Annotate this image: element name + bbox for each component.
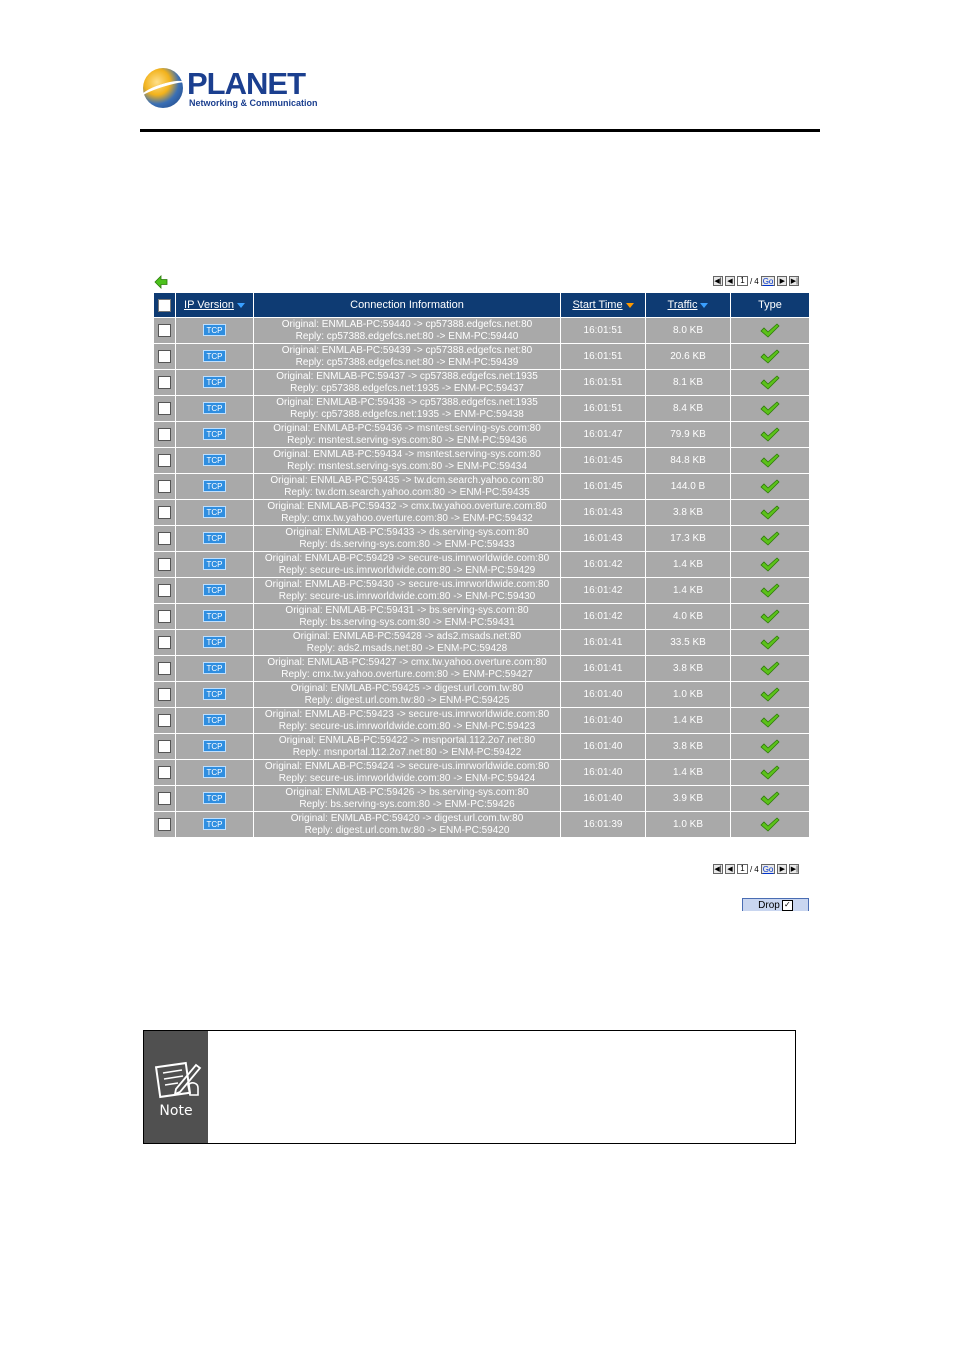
connection-info-cell xyxy=(254,422,561,448)
connection-info-cell xyxy=(254,682,561,708)
reply-connection: Reply: secure-us.imrworldwide.com:80 -> ENM-PC:59430 xyxy=(278,590,536,602)
prev-page-icon[interactable]: ◀ xyxy=(725,864,735,874)
table-row xyxy=(154,422,810,448)
last-page-icon[interactable]: ▶| xyxy=(790,277,798,285)
table-row xyxy=(154,604,810,630)
row-select-cell xyxy=(154,708,176,734)
original-connection: Original: ENMLAB-PC:59425 -> digest.url.com.tw:80 xyxy=(290,682,524,694)
start-time-cell: 16:01:51 xyxy=(561,396,646,422)
connection-info-cell xyxy=(254,396,561,422)
type-cell xyxy=(731,630,810,656)
green-check-icon xyxy=(760,635,780,651)
page-number-input[interactable]: 1 xyxy=(737,864,748,874)
type-cell xyxy=(731,474,810,500)
connection-table xyxy=(153,292,810,838)
note-pencil-icon xyxy=(152,1055,202,1101)
original-connection: Original: ENMLAB-PC:59431 -> bs.serving-sys.com:80 xyxy=(285,604,529,616)
connection-info-cell xyxy=(254,578,561,604)
tcp-badge: TCP xyxy=(203,688,226,700)
traffic-cell: 3.8 KB xyxy=(646,500,731,526)
connection-info-cell xyxy=(254,318,561,344)
traffic-cell: 8.0 KB xyxy=(646,318,731,344)
reply-connection: Reply: ds.serving-sys.com:80 -> ENM-PC:59433 xyxy=(299,538,515,550)
traffic-cell: 20.6 KB xyxy=(646,344,731,370)
original-connection: Original: ENMLAB-PC:59429 -> secure-us.imrworldwide.com:80 xyxy=(264,552,550,564)
reply-connection: Reply: cmx.tw.yahoo.overture.com:80 -> ENM-PC:59427 xyxy=(281,668,533,680)
traffic-cell: 4.0 KB xyxy=(646,604,731,630)
row-select-cell xyxy=(154,526,176,552)
row-checkbox[interactable] xyxy=(158,506,171,519)
table-row xyxy=(154,370,810,396)
row-select-cell xyxy=(154,500,176,526)
green-check-icon xyxy=(760,453,780,469)
row-select-cell xyxy=(154,370,176,396)
original-connection: Original: ENMLAB-PC:59430 -> secure-us.imrworldwide.com:80 xyxy=(264,578,550,590)
connection-info-cell xyxy=(254,734,561,760)
ip-version-cell xyxy=(176,500,254,526)
reply-connection: Reply: msnportal.112.2o7.net:80 -> ENM-PC:59422 xyxy=(292,746,522,758)
connection-info-cell xyxy=(254,344,561,370)
original-connection: Original: ENMLAB-PC:59437 -> cp57388.edgefcs.net:1935 xyxy=(276,370,538,382)
row-select-cell xyxy=(154,604,176,630)
first-page-icon[interactable]: ◀| xyxy=(714,865,722,873)
green-check-icon xyxy=(760,609,780,625)
original-connection: Original: ENMLAB-PC:59438 -> cp57388.edgefcs.net:1935 xyxy=(276,396,538,408)
reply-connection: Reply: secure-us.imrworldwide.com:80 -> ENM-PC:59423 xyxy=(278,720,536,732)
reply-connection: Reply: bs.serving-sys.com:80 -> ENM-PC:59426 xyxy=(299,798,515,810)
traffic-cell: 1.4 KB xyxy=(646,578,731,604)
start-time-cell: 16:01:41 xyxy=(561,630,646,656)
green-check-icon xyxy=(760,557,780,573)
traffic-cell: 8.1 KB xyxy=(646,370,731,396)
brand-name: PLANET xyxy=(187,66,305,101)
type-cell xyxy=(731,422,810,448)
original-connection: Original: ENMLAB-PC:59426 -> bs.serving-sys.com:80 xyxy=(285,786,529,798)
table-row xyxy=(154,500,810,526)
type-cell xyxy=(731,396,810,422)
green-check-icon xyxy=(760,583,780,599)
row-checkbox[interactable] xyxy=(158,688,171,701)
sort-desc-icon xyxy=(237,303,245,308)
type-cell xyxy=(731,734,810,760)
reply-connection: Reply: cp57388.edgefcs.net:80 -> ENM-PC:59439 xyxy=(295,356,519,368)
ip-version-cell xyxy=(176,656,254,682)
original-connection: Original: ENMLAB-PC:59436 -> msntest.serving-sys.com:80 xyxy=(273,422,541,434)
tcp-badge: TCP xyxy=(203,454,226,466)
row-checkbox[interactable] xyxy=(158,324,171,337)
table-row xyxy=(154,474,810,500)
row-select-cell xyxy=(154,578,176,604)
ip-version-cell xyxy=(176,760,254,786)
ip-version-cell xyxy=(176,370,254,396)
traffic-cell: 17.3 KB xyxy=(646,526,731,552)
type-cell xyxy=(731,500,810,526)
type-cell xyxy=(731,656,810,682)
brand-tagline: Networking & Communication xyxy=(189,98,318,108)
header-traffic[interactable] xyxy=(646,293,731,318)
select-all-cell xyxy=(154,293,176,318)
original-connection: Original: ENMLAB-PC:59422 -> msnportal.112.2o7.net:80 xyxy=(278,734,536,746)
header-divider xyxy=(140,129,820,132)
tcp-badge: TCP xyxy=(203,636,226,648)
total-pages: 4 xyxy=(754,864,759,874)
original-connection: Original: ENMLAB-PC:59423 -> secure-us.imrworldwide.com:80 xyxy=(264,708,550,720)
connection-info-cell xyxy=(254,448,561,474)
table-row xyxy=(154,344,810,370)
traffic-cell: 33.5 KB xyxy=(646,630,731,656)
start-time-cell: 16:01:42 xyxy=(561,552,646,578)
reply-connection: Reply: cp57388.edgefcs.net:80 -> ENM-PC:59440 xyxy=(295,330,519,342)
green-check-icon xyxy=(760,713,780,729)
last-page-icon[interactable]: ▶| xyxy=(790,865,798,873)
table-row xyxy=(154,630,810,656)
green-check-icon xyxy=(760,427,780,443)
table-body xyxy=(154,318,810,838)
note-sidebar xyxy=(144,1031,208,1143)
original-connection: Original: ENMLAB-PC:59439 -> cp57388.edgefcs.net:80 xyxy=(281,344,533,356)
start-time-cell: 16:01:47 xyxy=(561,422,646,448)
row-checkbox[interactable] xyxy=(158,636,171,649)
start-time-cell: 16:01:40 xyxy=(561,786,646,812)
start-time-cell: 16:01:45 xyxy=(561,448,646,474)
traffic-cell: 3.8 KB xyxy=(646,656,731,682)
green-check-icon xyxy=(760,739,780,755)
row-select-cell xyxy=(154,786,176,812)
row-select-cell xyxy=(154,682,176,708)
row-select-cell xyxy=(154,656,176,682)
original-connection: Original: ENMLAB-PC:59434 -> msntest.serving-sys.com:80 xyxy=(273,448,541,460)
table-row xyxy=(154,760,810,786)
type-cell xyxy=(731,682,810,708)
checkbox-icon: ✓ xyxy=(782,900,793,911)
reply-connection: Reply: secure-us.imrworldwide.com:80 -> ENM-PC:59424 xyxy=(278,772,536,784)
table-row xyxy=(154,318,810,344)
type-cell xyxy=(731,604,810,630)
header-type: Type xyxy=(731,293,810,318)
start-time-cell: 16:01:43 xyxy=(561,500,646,526)
type-cell xyxy=(731,344,810,370)
ip-version-cell xyxy=(176,552,254,578)
row-checkbox[interactable] xyxy=(158,376,171,389)
green-check-icon xyxy=(760,817,780,833)
green-check-icon xyxy=(760,531,780,547)
row-select-cell xyxy=(154,448,176,474)
header-start-time[interactable] xyxy=(561,293,646,318)
row-select-cell xyxy=(154,474,176,500)
select-all-checkbox[interactable] xyxy=(158,299,171,312)
green-check-icon xyxy=(760,791,780,807)
go-button[interactable]: Go xyxy=(762,277,774,286)
sort-active-icon xyxy=(626,303,634,308)
start-time-cell: 16:01:51 xyxy=(561,344,646,370)
traffic-cell: 1.4 KB xyxy=(646,708,731,734)
ip-version-cell xyxy=(176,812,254,838)
table-row xyxy=(154,552,810,578)
start-time-cell: 16:01:39 xyxy=(561,812,646,838)
tcp-badge: TCP xyxy=(203,818,226,830)
reply-connection: Reply: msntest.serving-sys.com:80 -> ENM-PC:59436 xyxy=(287,434,527,446)
ip-version-cell xyxy=(176,630,254,656)
sort-traffic-link[interactable]: Traffic xyxy=(667,299,698,311)
connection-info-cell xyxy=(254,604,561,630)
tcp-badge: TCP xyxy=(203,480,226,492)
row-select-cell xyxy=(154,422,176,448)
connection-info-cell xyxy=(254,708,561,734)
connection-info-cell xyxy=(254,656,561,682)
tcp-badge: TCP xyxy=(203,506,226,518)
table-row xyxy=(154,656,810,682)
original-connection: Original: ENMLAB-PC:59433 -> ds.serving-sys.com:80 xyxy=(285,526,529,538)
start-time-cell: 16:01:45 xyxy=(561,474,646,500)
table-row xyxy=(154,578,810,604)
row-checkbox[interactable] xyxy=(158,350,171,363)
start-time-cell: 16:01:41 xyxy=(561,656,646,682)
ip-version-cell xyxy=(176,474,254,500)
table-row xyxy=(154,526,810,552)
reply-connection: Reply: digest.url.com.tw:80 -> ENM-PC:59425 xyxy=(304,694,510,706)
first-page-icon[interactable]: ◀| xyxy=(714,277,722,285)
row-checkbox[interactable] xyxy=(158,818,171,831)
row-select-cell xyxy=(154,812,176,838)
table-row xyxy=(154,448,810,474)
row-select-cell xyxy=(154,760,176,786)
sort-desc-icon xyxy=(700,303,708,308)
table-row xyxy=(154,786,810,812)
type-cell xyxy=(731,708,810,734)
traffic-cell: 1.4 KB xyxy=(646,552,731,578)
connection-info-cell xyxy=(254,370,561,396)
ip-version-cell xyxy=(176,682,254,708)
connection-info-cell xyxy=(254,474,561,500)
pager-bottom xyxy=(713,864,799,874)
ip-version-cell xyxy=(176,422,254,448)
page-number-input[interactable]: 1 xyxy=(737,276,748,286)
next-page-icon[interactable]: ▶ xyxy=(777,276,787,286)
connection-info-cell xyxy=(254,500,561,526)
tcp-badge: TCP xyxy=(203,350,226,362)
row-select-cell xyxy=(154,734,176,760)
header-connection-information: Connection Information xyxy=(254,293,561,318)
row-select-cell xyxy=(154,630,176,656)
reply-connection: Reply: cp57388.edgefcs.net:1935 -> ENM-PC:59437 xyxy=(290,382,524,394)
row-checkbox[interactable] xyxy=(158,792,171,805)
green-check-icon xyxy=(760,687,780,703)
prev-page-icon[interactable]: ◀ xyxy=(725,276,735,286)
header-ip-version[interactable] xyxy=(176,293,254,318)
traffic-cell: 3.9 KB xyxy=(646,786,731,812)
row-select-cell xyxy=(154,344,176,370)
go-button[interactable]: Go xyxy=(762,865,774,874)
reply-connection: Reply: msntest.serving-sys.com:80 -> ENM-PC:59434 xyxy=(287,460,527,472)
start-time-cell: 16:01:51 xyxy=(561,370,646,396)
green-check-icon xyxy=(760,349,780,365)
tcp-badge: TCP xyxy=(203,558,226,570)
connection-info-cell xyxy=(254,526,561,552)
note-label: Note xyxy=(159,1103,193,1119)
tcp-badge: TCP xyxy=(203,402,226,414)
note-box xyxy=(143,1030,796,1144)
tcp-badge: TCP xyxy=(203,532,226,544)
row-select-cell xyxy=(154,396,176,422)
ip-version-cell xyxy=(176,396,254,422)
traffic-cell: 1.0 KB xyxy=(646,812,731,838)
original-connection: Original: ENMLAB-PC:59428 -> ads2.msads.net:80 xyxy=(292,630,522,642)
start-time-cell: 16:01:40 xyxy=(561,760,646,786)
traffic-cell: 144.0 B xyxy=(646,474,731,500)
type-cell xyxy=(731,526,810,552)
page-separator: / xyxy=(750,864,753,874)
reply-connection: Reply: cmx.tw.yahoo.overture.com:80 -> ENM-PC:59432 xyxy=(281,512,533,524)
ip-version-cell xyxy=(176,734,254,760)
green-check-icon xyxy=(760,661,780,677)
green-check-icon xyxy=(760,401,780,417)
traffic-cell: 84.8 KB xyxy=(646,448,731,474)
row-checkbox[interactable] xyxy=(158,532,171,545)
sort-start-time-link[interactable]: Start Time xyxy=(572,299,623,311)
page-separator: / xyxy=(750,276,753,286)
total-pages: 4 xyxy=(754,276,759,286)
start-time-cell: 16:01:51 xyxy=(561,318,646,344)
row-checkbox[interactable] xyxy=(158,454,171,467)
tcp-badge: TCP xyxy=(203,428,226,440)
back-arrow-icon[interactable] xyxy=(154,275,168,289)
table-row xyxy=(154,708,810,734)
tcp-badge: TCP xyxy=(203,662,226,674)
drop-button[interactable] xyxy=(742,898,809,911)
ip-version-cell xyxy=(176,578,254,604)
green-check-icon xyxy=(760,323,780,339)
green-check-icon xyxy=(760,505,780,521)
traffic-cell: 79.9 KB xyxy=(646,422,731,448)
row-checkbox[interactable] xyxy=(158,610,171,623)
row-checkbox[interactable] xyxy=(158,740,171,753)
traffic-cell: 1.4 KB xyxy=(646,760,731,786)
type-cell xyxy=(731,786,810,812)
sort-ip-version-link[interactable]: IP Version xyxy=(184,299,234,311)
next-page-icon[interactable]: ▶ xyxy=(777,864,787,874)
row-checkbox[interactable] xyxy=(158,402,171,415)
original-connection: Original: ENMLAB-PC:59435 -> tw.dcm.search.yahoo.com:80 xyxy=(270,474,544,486)
start-time-cell: 16:01:40 xyxy=(561,708,646,734)
ip-version-cell xyxy=(176,526,254,552)
green-check-icon xyxy=(760,765,780,781)
row-checkbox[interactable] xyxy=(158,766,171,779)
start-time-cell: 16:01:40 xyxy=(561,734,646,760)
table-row xyxy=(154,682,810,708)
row-checkbox[interactable] xyxy=(158,584,171,597)
table-row xyxy=(154,734,810,760)
start-time-cell: 16:01:42 xyxy=(561,578,646,604)
connection-info-cell xyxy=(254,786,561,812)
tcp-badge: TCP xyxy=(203,376,226,388)
ip-version-cell xyxy=(176,318,254,344)
original-connection: Original: ENMLAB-PC:59427 -> cmx.tw.yahoo.overture.com:80 xyxy=(267,656,547,668)
type-cell xyxy=(731,370,810,396)
type-cell xyxy=(731,318,810,344)
ip-version-cell xyxy=(176,604,254,630)
tcp-badge: TCP xyxy=(203,610,226,622)
connection-info-cell xyxy=(254,760,561,786)
traffic-cell: 1.0 KB xyxy=(646,682,731,708)
table-header-row xyxy=(154,293,810,318)
start-time-cell: 16:01:40 xyxy=(561,682,646,708)
row-checkbox[interactable] xyxy=(158,662,171,675)
ip-version-cell xyxy=(176,786,254,812)
pager-top xyxy=(713,276,799,286)
connection-info-cell xyxy=(254,812,561,838)
reply-connection: Reply: tw.dcm.search.yahoo.com:80 -> ENM-PC:59435 xyxy=(284,486,530,498)
start-time-cell: 16:01:42 xyxy=(561,604,646,630)
row-checkbox[interactable] xyxy=(158,714,171,727)
connection-info-cell xyxy=(254,552,561,578)
tcp-badge: TCP xyxy=(203,584,226,596)
type-cell xyxy=(731,552,810,578)
tcp-badge: TCP xyxy=(203,740,226,752)
ip-version-cell xyxy=(176,344,254,370)
connection-info-cell xyxy=(254,630,561,656)
drop-button-label: Drop xyxy=(758,900,780,911)
green-check-icon xyxy=(760,375,780,391)
reply-connection: Reply: ads2.msads.net:80 -> ENM-PC:59428 xyxy=(306,642,508,654)
row-select-cell xyxy=(154,552,176,578)
reply-connection: Reply: cp57388.edgefcs.net:1935 -> ENM-PC:59438 xyxy=(290,408,524,420)
table-row xyxy=(154,396,810,422)
reply-connection: Reply: digest.url.com.tw:80 -> ENM-PC:59420 xyxy=(304,824,510,836)
original-connection: Original: ENMLAB-PC:59424 -> secure-us.imrworldwide.com:80 xyxy=(264,760,550,772)
type-cell xyxy=(731,760,810,786)
row-checkbox[interactable] xyxy=(158,480,171,493)
row-checkbox[interactable] xyxy=(158,428,171,441)
traffic-cell: 3.8 KB xyxy=(646,734,731,760)
ip-version-cell xyxy=(176,448,254,474)
traffic-cell: 8.4 KB xyxy=(646,396,731,422)
tcp-badge: TCP xyxy=(203,714,226,726)
start-time-cell: 16:01:43 xyxy=(561,526,646,552)
type-cell xyxy=(731,448,810,474)
ip-version-cell xyxy=(176,708,254,734)
tcp-badge: TCP xyxy=(203,792,226,804)
type-cell xyxy=(731,578,810,604)
row-checkbox[interactable] xyxy=(158,558,171,571)
tcp-badge: TCP xyxy=(203,766,226,778)
green-check-icon xyxy=(760,479,780,495)
reply-connection: Reply: secure-us.imrworldwide.com:80 -> ENM-PC:59429 xyxy=(278,564,536,576)
row-select-cell xyxy=(154,318,176,344)
original-connection: Original: ENMLAB-PC:59432 -> cmx.tw.yahoo.overture.com:80 xyxy=(267,500,547,512)
tcp-badge: TCP xyxy=(203,324,226,336)
reply-connection: Reply: bs.serving-sys.com:80 -> ENM-PC:59431 xyxy=(299,616,515,628)
original-connection: Original: ENMLAB-PC:59420 -> digest.url.com.tw:80 xyxy=(290,812,524,824)
type-cell xyxy=(731,812,810,838)
table-row xyxy=(154,812,810,838)
original-connection: Original: ENMLAB-PC:59440 -> cp57388.edgefcs.net:80 xyxy=(281,318,533,330)
